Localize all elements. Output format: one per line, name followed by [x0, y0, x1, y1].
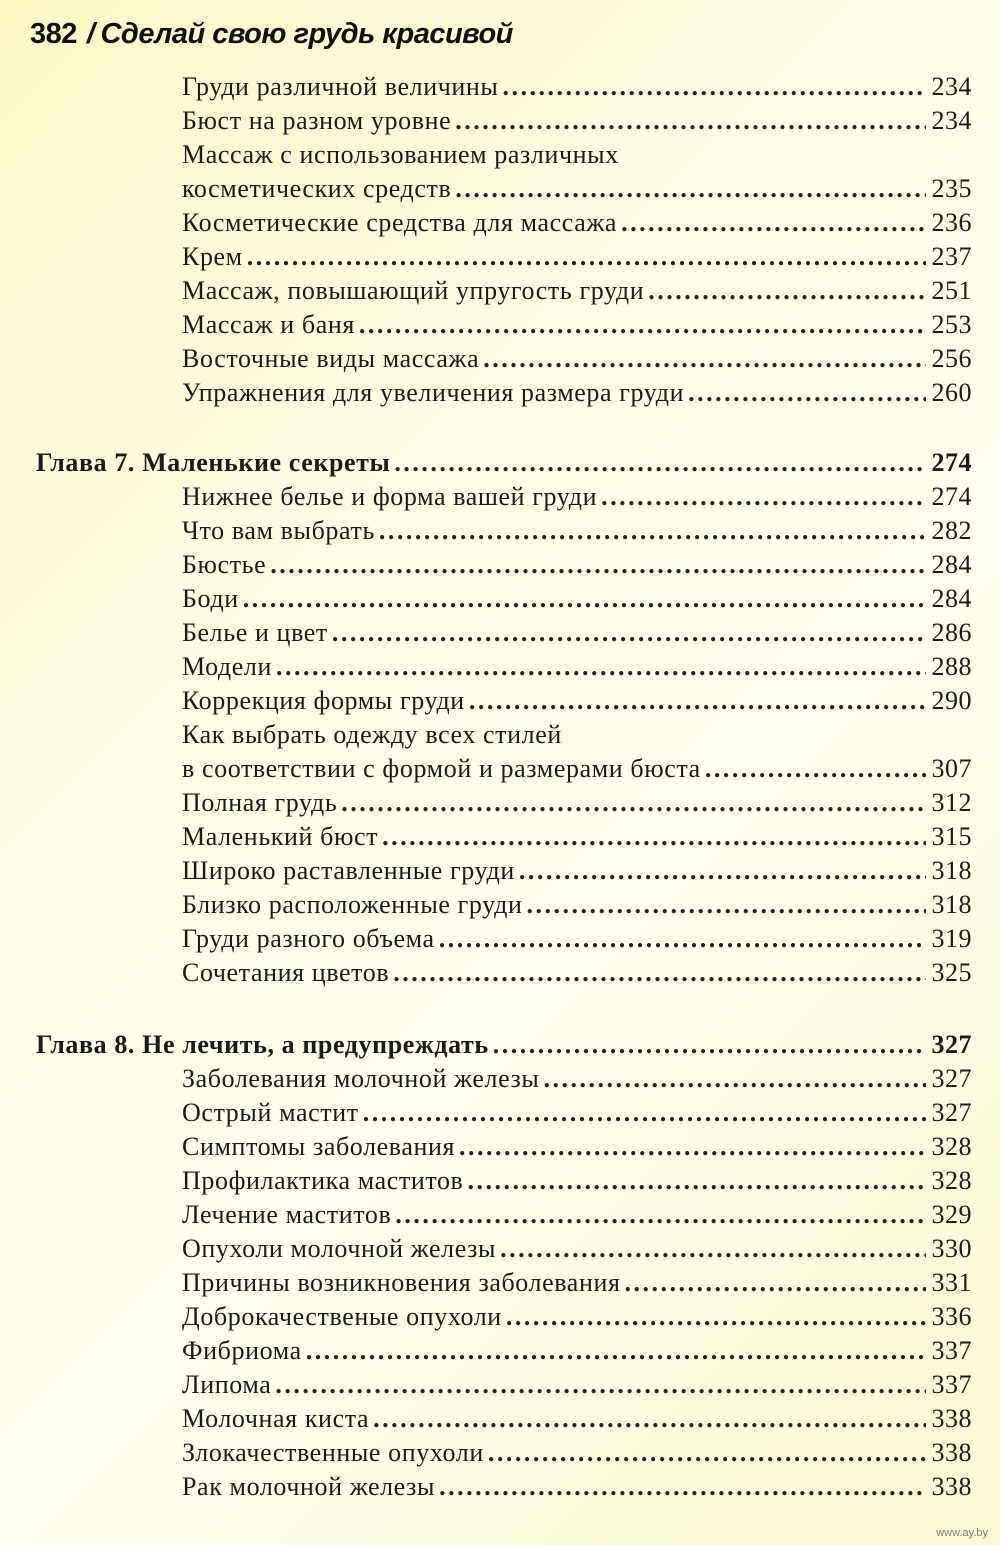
entry-title: Острый мастит [182, 1098, 359, 1127]
entry-title: Белье и цвет [182, 618, 328, 647]
entry-title: Рак молочной железы [182, 1472, 436, 1501]
toc-page-number: 236 [931, 208, 972, 237]
toc-entry-row [0, 1298, 1000, 1332]
entry-title: Злокачественные опухоли [182, 1438, 484, 1467]
toc-page-number: 290 [931, 686, 972, 715]
toc-line [182, 1196, 972, 1230]
dot-leader [275, 1370, 925, 1400]
toc-entry-row [0, 648, 1000, 682]
entry-title: Полная грудь [182, 788, 338, 817]
toc-entry-row [0, 1434, 1000, 1468]
toc-line [182, 374, 972, 408]
toc-entry-row [0, 170, 1000, 204]
entry-title: Коррекция формы груди [182, 686, 465, 715]
toc-entry-row [0, 238, 1000, 272]
toc-page-number: 256 [931, 344, 972, 373]
toc-entry-row [0, 614, 1000, 648]
toc-page-number: 336 [931, 1302, 972, 1331]
toc-line [182, 716, 972, 750]
entry-title: Груди различной величины [182, 72, 499, 101]
dot-leader [519, 856, 926, 886]
entry-title: Модели [182, 652, 272, 681]
toc-page-number: 318 [931, 856, 972, 885]
dot-leader [276, 652, 926, 682]
toc-entry-row [0, 1196, 1000, 1230]
dot-leader [270, 550, 925, 580]
toc-chapter-row [0, 444, 1000, 478]
toc-entry-row [0, 716, 1000, 750]
entry-title: Заболевания молочной железы [182, 1064, 540, 1093]
dot-leader [247, 242, 926, 272]
entry-title: Бюстье [182, 550, 267, 579]
dot-leader [332, 618, 926, 648]
dot-leader [625, 1268, 926, 1298]
toc-page-number: 312 [931, 788, 972, 817]
entry-title: Восточные виды массажа [182, 344, 480, 373]
entry-title: Широко раставленные груди [182, 856, 515, 885]
toc-line [182, 306, 972, 340]
toc-page-number: 327 [931, 1098, 972, 1127]
dot-leader [483, 344, 925, 374]
toc-page-number: 251 [931, 276, 972, 305]
entry-title: Профилактика маститов [182, 1166, 464, 1195]
toc-line [182, 1468, 972, 1502]
entry-title: Молочная киста [182, 1404, 370, 1433]
toc-line [182, 954, 972, 988]
toc-entry-row [0, 512, 1000, 546]
toc-entry-row [0, 852, 1000, 886]
toc-line [182, 1366, 972, 1400]
toc-page-number: 331 [931, 1268, 972, 1297]
entry-title: косметических средств [182, 174, 452, 203]
toc-entry-row [0, 580, 1000, 614]
dot-leader [467, 1166, 925, 1196]
toc-line [182, 852, 972, 886]
entry-title: Как выбрать одежду всех стилей [182, 720, 562, 749]
entry-title: Бюст на разном уровне [182, 106, 452, 135]
toc-entry-row [0, 750, 1000, 784]
toc-line [182, 238, 972, 272]
dot-leader [455, 174, 925, 204]
entry-title: Массаж и баня [182, 310, 355, 339]
dot-leader [705, 754, 926, 784]
toc-page-number: 325 [931, 958, 972, 987]
toc-page-number: 234 [931, 72, 972, 101]
toc-line [182, 614, 972, 648]
toc-entry-row [0, 1264, 1000, 1298]
toc-entry-row [0, 546, 1000, 580]
toc-page-number: 338 [931, 1472, 972, 1501]
entry-title: Причины возникновения заболевания [182, 1268, 621, 1297]
toc-line [182, 1434, 972, 1468]
toc-line [182, 784, 972, 818]
toc-entry-row [0, 1094, 1000, 1128]
toc-page-number: 284 [931, 550, 972, 579]
entry-title: Опухоли молочной железы [182, 1234, 497, 1263]
entry-title: Близко расположенные груди [182, 890, 523, 919]
toc-page-number: 284 [931, 584, 972, 613]
toc-entry-row [0, 818, 1000, 852]
entry-title: Массаж, повышающий упругость груди [182, 276, 645, 305]
toc-line [182, 102, 972, 136]
entry-title: Косметические средства для массажа [182, 208, 618, 237]
dot-leader [469, 686, 926, 716]
toc-entry-row [0, 784, 1000, 818]
entry-title: Липома [182, 1370, 272, 1399]
toc-page-number: 329 [931, 1200, 972, 1229]
dot-leader [243, 584, 926, 614]
toc-line [182, 1400, 972, 1434]
entry-title: Симптомы заболевания [182, 1132, 456, 1161]
dot-leader [373, 1404, 925, 1434]
dot-leader [394, 448, 925, 478]
toc-page-number: 338 [931, 1438, 972, 1467]
entry-title: Что вам выбрать [182, 516, 375, 545]
dot-leader [526, 890, 925, 920]
toc-line [182, 1230, 972, 1264]
toc-chapter-row [0, 1026, 1000, 1060]
toc-entry-row [0, 204, 1000, 238]
chapter-title: Глава 8. Не лечить, а предупреждать [36, 1030, 489, 1059]
toc-line [182, 1298, 972, 1332]
toc-line [182, 750, 972, 784]
toc-entry-row [0, 1366, 1000, 1400]
toc-entry-row [0, 68, 1000, 102]
page-number: 382 [30, 18, 77, 50]
watermark-text: www.ay.by [936, 1527, 988, 1539]
dot-leader [379, 516, 926, 546]
toc-page-number: 319 [931, 924, 972, 953]
toc-page-number: 288 [931, 652, 972, 681]
toc-entry-row [0, 340, 1000, 374]
dot-leader [363, 1098, 926, 1128]
dot-leader [439, 924, 926, 954]
toc-entry-row [0, 920, 1000, 954]
toc-page-number: 237 [931, 242, 972, 271]
entry-title: Маленький бюст [182, 822, 379, 851]
dot-leader [601, 482, 925, 512]
toc-line [182, 170, 972, 204]
toc-line [182, 512, 972, 546]
toc-entry-row [0, 374, 1000, 408]
dot-leader [455, 106, 925, 136]
toc-line [182, 1332, 972, 1366]
toc-page-number: 315 [931, 822, 972, 851]
toc-line [182, 478, 972, 512]
toc-line [182, 580, 972, 614]
entry-title: Сочетания цветов [182, 958, 390, 987]
toc-entry-row [0, 306, 1000, 340]
book-title: Сделай свою грудь красивой [100, 18, 513, 50]
toc-line [182, 1060, 972, 1094]
toc-entry-row [0, 1332, 1000, 1366]
toc-page-number: 274 [931, 482, 972, 511]
dot-leader [493, 1030, 926, 1060]
toc-page-number: 337 [931, 1336, 972, 1365]
entry-title: Фибриома [182, 1336, 302, 1365]
toc-entry-row [0, 1230, 1000, 1264]
toc-page-number: 328 [931, 1166, 972, 1195]
entry-title: в соответствии с формой и размерами бюста [182, 754, 701, 783]
toc-entry-row [0, 1468, 1000, 1502]
toc-line [182, 682, 972, 716]
toc-line [36, 444, 972, 478]
toc-line [36, 1026, 972, 1060]
toc-page-number: 327 [931, 1064, 972, 1093]
toc-line [182, 818, 972, 852]
toc-entry-row [0, 886, 1000, 920]
toc-line [182, 1094, 972, 1128]
entry-title: Боди [182, 584, 239, 613]
toc-line [182, 340, 972, 374]
toc-entry-row [0, 1400, 1000, 1434]
dot-leader [306, 1336, 926, 1366]
dot-leader [621, 208, 925, 238]
toc-page-number: 307 [931, 754, 972, 783]
dot-leader [500, 1234, 925, 1264]
toc-page-number: 286 [931, 618, 972, 647]
toc-page-number: 253 [931, 310, 972, 339]
toc-page-number: 328 [931, 1132, 972, 1161]
toc-line [182, 1162, 972, 1196]
toc-page-number: 274 [931, 448, 972, 477]
dot-leader [439, 1472, 925, 1502]
toc-page-number: 330 [931, 1234, 972, 1263]
header-separator: / [86, 18, 95, 50]
dot-leader [648, 276, 925, 306]
toc-entry-row [0, 1162, 1000, 1196]
dot-leader [688, 378, 925, 408]
entry-title: Крем [182, 242, 243, 271]
toc-entry-row [0, 272, 1000, 306]
toc-line [182, 136, 972, 170]
toc-line [182, 1128, 972, 1162]
entry-title: Нижнее белье и форма вашей груди [182, 482, 598, 511]
dot-leader [506, 1302, 926, 1332]
toc-page-number: 282 [931, 516, 972, 545]
dot-leader [395, 1200, 925, 1230]
toc-line [182, 204, 972, 238]
dot-leader [503, 72, 926, 102]
toc-page-number: 337 [931, 1370, 972, 1399]
toc-entry-row [0, 136, 1000, 170]
toc-page-number: 327 [931, 1030, 972, 1059]
dot-leader [543, 1064, 925, 1094]
toc-line [182, 920, 972, 954]
running-head [30, 18, 513, 51]
toc-page-number: 235 [931, 174, 972, 203]
toc-line [182, 648, 972, 682]
toc-page-number: 338 [931, 1404, 972, 1433]
toc-line [182, 546, 972, 580]
toc-line [182, 272, 972, 306]
toc-line [182, 886, 972, 920]
dot-leader [488, 1438, 926, 1468]
toc-page-number: 318 [931, 890, 972, 919]
dot-leader [459, 1132, 925, 1162]
toc-entry-row [0, 954, 1000, 988]
entry-title: Лечение маститов [182, 1200, 392, 1229]
toc-entry-row [0, 1128, 1000, 1162]
toc-entry-row [0, 682, 1000, 716]
toc-entry-row [0, 1060, 1000, 1094]
entry-title: Массаж с использованием различных [182, 140, 619, 169]
chapter-title: Глава 7. Маленькие секреты [36, 448, 391, 477]
toc-entry-row [0, 478, 1000, 512]
toc-page-number: 234 [931, 106, 972, 135]
toc-line [182, 1264, 972, 1298]
dot-leader [341, 788, 925, 818]
entry-title: Груди разного объема [182, 924, 435, 953]
toc-page-number: 260 [931, 378, 972, 407]
entry-title: Доброкачественые опухоли [182, 1302, 502, 1331]
dot-leader [393, 958, 925, 988]
toc-line [182, 68, 972, 102]
dot-leader [359, 310, 926, 340]
dot-leader [382, 822, 925, 852]
entry-title: Упражнения для увеличения размера груди [182, 378, 685, 407]
toc-entry-row [0, 102, 1000, 136]
